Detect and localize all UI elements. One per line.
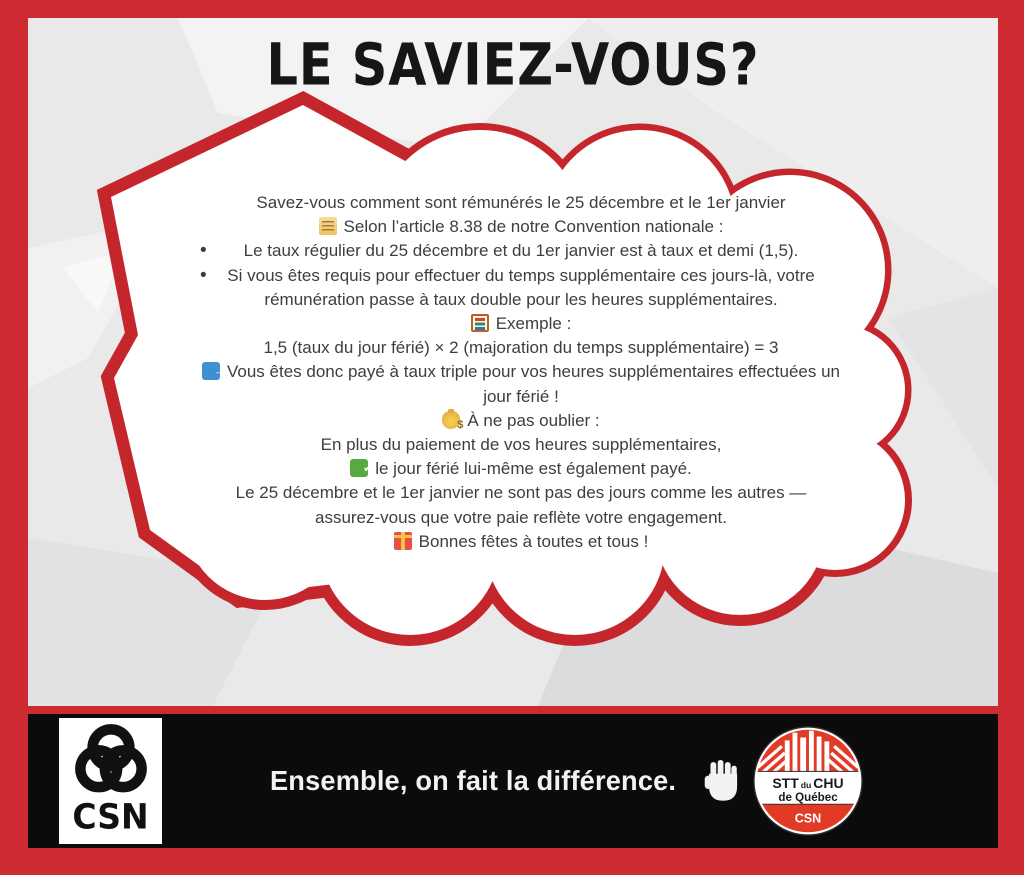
bubble-line [190, 215, 852, 239]
bubble-line [190, 239, 852, 263]
bubble-line [190, 457, 852, 481]
bubble-line-text: assurez-vous que votre paie reflète votre engagement. [314, 507, 728, 527]
bubble-line-text: Exemple : [495, 314, 572, 334]
bubble-line-text: Selon l’article 8.38 de notre Convention nationale : [343, 217, 724, 237]
bubble-line [190, 530, 852, 554]
abacus-icon [471, 314, 489, 332]
stt-chu-logo [750, 723, 866, 839]
bubble-line-text: Le 25 décembre et le 1er janvier ne sont pas des jours comme les autres — [235, 483, 807, 503]
bubble-line [190, 264, 852, 312]
bubble-line-text: Bonnes fêtes à toutes et tous ! [418, 531, 649, 551]
bubble-text-block [190, 191, 852, 554]
money-bag-icon [442, 411, 460, 429]
bubble-line-text: Vous êtes donc payé à taux triple pour vos heures supplémentaires effectuées un jour férié ! [226, 362, 841, 406]
bubble-line [190, 360, 852, 408]
bubble-line [190, 433, 852, 457]
stt-logo-line1: STT du CHU [772, 774, 844, 791]
page-title: LE SAVIEZ-VOUS? [266, 32, 760, 100]
bubble-line-text: Le taux régulier du 25 décembre et du 1er janvier est à taux et demi (1,5). [243, 241, 799, 261]
csn-logo [59, 718, 162, 844]
bubble-line [190, 312, 852, 336]
bubble-line [190, 191, 852, 215]
bubble-line-text: le jour férié lui-même est également payé. [375, 459, 692, 479]
bubble-line-text: En plus du paiement de vos heures supplémentaires, [320, 435, 722, 455]
poster-background [28, 18, 998, 706]
bubble-line [190, 409, 852, 433]
stt-logo-line2: de Québec [778, 790, 838, 804]
footer-bar [28, 714, 998, 848]
bubble-line-text: À ne pas oublier : [467, 410, 600, 430]
csn-knot-icon [67, 718, 155, 802]
bubble-line-text: Si vous êtes requis pour effectuer du temps supplémentaire ces jours-là, votre rémunération passe à taux double pour les heures supplémentaires. [227, 265, 815, 309]
stt-logo-line3: CSN [794, 811, 822, 826]
check-icon [350, 459, 368, 477]
scroll-icon [319, 217, 337, 235]
slogan-group [270, 714, 740, 848]
arrow-right-icon [202, 362, 220, 380]
footer-slogan: Ensemble, on fait la différence. [270, 765, 677, 796]
bubble-line [190, 506, 852, 530]
bubble-line-text: 1,5 (taux du jour férié) × 2 (majoration du temps supplémentaire) = 3 [263, 338, 779, 358]
raised-fist-icon [704, 758, 740, 804]
bubble-line [190, 481, 852, 505]
csn-logo-text: CSN [72, 796, 149, 837]
bubble-line [190, 336, 852, 360]
bubble-line-text: Savez-vous comment sont rémunérés le 25 décembre et le 1er janvier [256, 193, 786, 212]
gift-icon [394, 532, 412, 550]
